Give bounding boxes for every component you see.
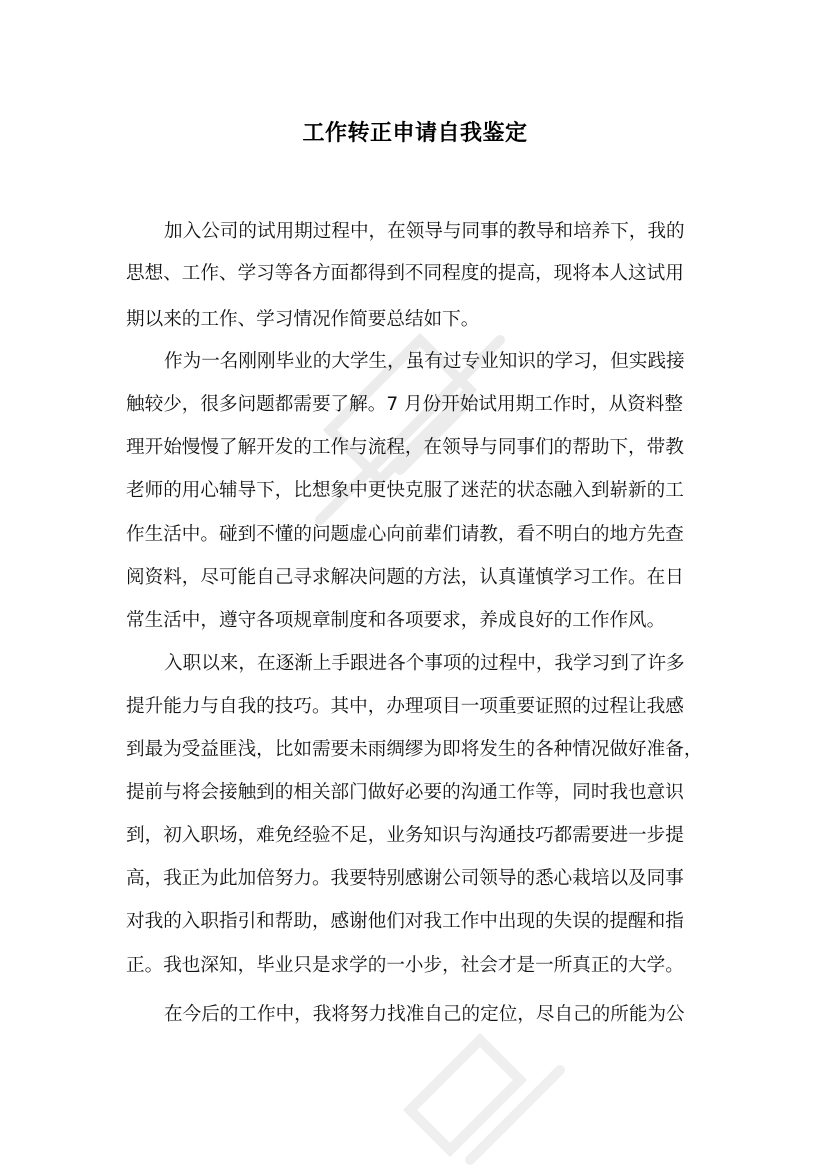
paragraph-3-line-4: 提前与将会接触到的相关部门做好必要的沟通工作等，同时我也意识 xyxy=(126,782,684,803)
paragraph-4-line-1: 在今后的工作中，我将努力找准自己的定位，尽自己的所能为公 xyxy=(164,1004,685,1025)
paragraph-2-line-3: 理开始慢慢了解开发的工作与流程，在领导与同事们的帮助下，带教 xyxy=(126,437,684,458)
paragraph-3-line-1: 入职以来，在逐渐上手跟进各个事项的过程中，我学习到了许多 xyxy=(164,653,685,674)
paragraph-3-line-3: 到最为受益匪浅，比如需要未雨绸缪为即将发生的各种情况做好准备， xyxy=(126,739,703,760)
paragraph-3-line-8: 正。我也深知，毕业只是求学的一小步，社会才是一所真正的大学。 xyxy=(126,955,684,976)
paragraph-2-line-2: 触较少，很多问题都需要了解。7 月份开始试用期工作时，从资料整 xyxy=(126,394,683,415)
paragraph-2-line-7: 常生活中，遵守各项规章制度和各项要求，养成良好的工作作风。 xyxy=(126,610,666,631)
paragraph-2-line-4: 老师的用心辅导下，比想象中更快克服了迷茫的状态融入到崭新的工 xyxy=(126,480,684,501)
paragraph-3-line-5: 到，初入职场，难免经验不足，业务知识与沟通技巧都需要进一步提 xyxy=(126,825,684,846)
paragraph-2-line-5: 作生活中。碰到不懂的问题虚心向前辈们请教，看不明白的地方先查 xyxy=(126,524,684,545)
paragraph-3-line-7: 对我的入职指引和帮助，感谢他们对我工作中出现的失误的提醒和指 xyxy=(126,911,684,932)
paragraph-2-line-6: 阅资料，尽可能自己寻求解决问题的方法，认真谨慎学习工作。在日 xyxy=(126,567,684,588)
paragraph-1-line-1: 加入公司的试用期过程中，在领导与同事的教导和培养下，我的 xyxy=(164,221,685,242)
paragraph-2-line-1: 作为一名刚刚毕业的大学生，虽有过专业知识的学习，但实践接 xyxy=(164,351,685,372)
paragraph-1-line-3: 期以来的工作、学习情况作简要总结如下。 xyxy=(126,309,480,330)
document-title: 工作转正申请自我鉴定 xyxy=(302,121,528,146)
paragraph-3-line-2: 提升能力与自我的技巧。其中，办理项目一项重要证照的过程让我感 xyxy=(126,696,684,717)
paragraph-3-line-6: 高，我正为此加倍努力。我要特别感谢公司领导的悉心栽培以及同事 xyxy=(126,868,684,889)
paragraph-1-line-2: 思想、工作、学习等各方面都得到不同程度的提高，现将本人这试用 xyxy=(126,263,684,284)
